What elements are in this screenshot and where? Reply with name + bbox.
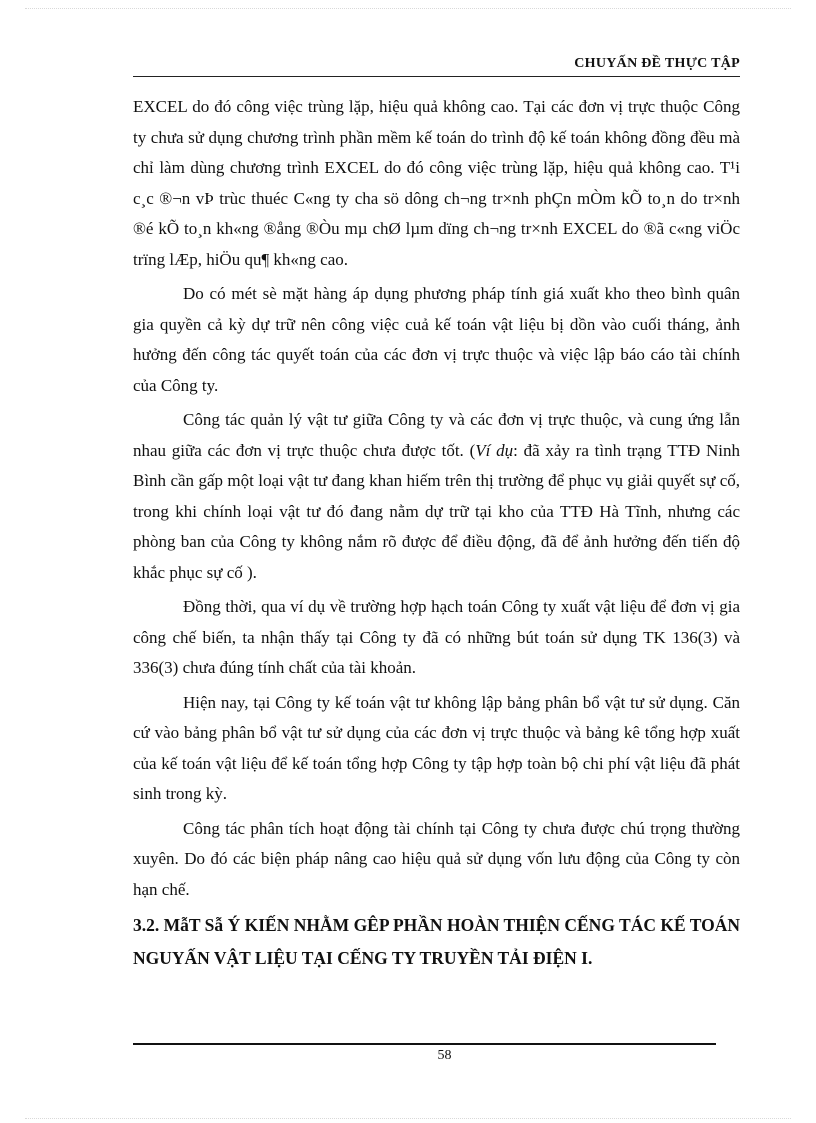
footer-rule [133, 1043, 716, 1045]
paragraph-3 [133, 405, 740, 588]
paragraph-1: EXCEL do đó công việc trùng lặp, hiệu quả không cao. Tại các đơn vị trực thuộc Công ty chưa sử dụng chương trình phần mềm kế toán do trình độ kế toán không đồng đều mà chỉ làm dùng chương trình EXCEL do đó công việc trùng lặp, hiệu quả không cao. T¹i c¸c ®¬n vÞ trùc thuéc C«ng ty cha sö dông ch¬ng tr×nh phÇn mÒm kÕ to¸n do tr×nh ®é kÕ to¸n kh«ng ®ång ®Òu mµ chØ lµm dïng ch¬ng tr×nh EXCEL do ®ã c«ng viÖc trïng lÆp, hiÖu qu¶ kh«ng cao. [133, 97, 740, 269]
paragraph-6: Công tác phân tích hoạt động tài chính tại Công ty chưa được chú trọng thường xuyên. Do đó các biện pháp nâng cao hiệu quả sử dụng vốn lưu động của Công ty còn hạn chế. [133, 818, 740, 899]
header-title: CHUYẤN ĐỀ THỰC TẬP [574, 56, 740, 71]
header-rule [133, 76, 740, 77]
paragraph-5: Hiện nay, tại Công ty kế toán vật tư không lập bảng phân bổ vật tư sử dụng. Căn cứ vào bảng phân bổ vật tư sử dụng của các đơn vị trực thuộc và bảng kê tổng hợp xuất của kế toán vật liệu để kế toán tổng hợp Công ty tập hợp toàn bộ chi phí vật liệu đã phát sinh trong kỳ. [133, 692, 740, 803]
paragraph-3-example-label: Ví dụ [475, 440, 514, 460]
section-heading: 3.2. MẫT Sẫ Ý KIẾN NHẰM GÊP PHẦN HOÀN THIỆN CẾNG TÁC KẾ TOÁN NGUYẤN VẬT LIỆU TẠI CẾNG TY TRUYỀN TẢI ĐIỆN I. [133, 915, 740, 968]
paragraph-3-part-b: : đã xảy ra tình trạng TTĐ Ninh Bình cần gấp một loại vật tư đang khan hiếm trên thị trường để phục vụ giải quyết sự cố, trong khi chính loại vật tư đó đang nằm dự trữ tại kho của TTĐ Hà Tĩnh, nhưng các phòng ban của Công ty không nắm rõ được để điều động, đã để ảnh hưởng đến tiến độ khắc phục sự cố ). [133, 440, 741, 582]
page-header [133, 54, 740, 78]
paragraph-2: Do có mét sè mặt hàng áp dụng phương pháp tính giá xuất kho theo bình quân gia quyền cả kỳ dự trữ nên công việc cuả kế toán vật liệu bị dồn vào cuối tháng, ảnh hưởng đến công tác quyết toán của các đơn vị trực thuộc và việc lập báo cáo tài chính của Công ty. [133, 284, 740, 395]
paragraph-3-part-a: Công tác quản lý vật tư giữa Công ty và các đơn vị trực thuộc, và cung ứng lẫn nhau giữa các đơn vị trực thuộc chưa được tốt. ( [133, 410, 740, 460]
bottom-dotted-border [25, 1118, 791, 1119]
paragraph-4: Đồng thời, qua ví dụ về trường hợp hạch toán Công ty xuất vật liệu để đơn vị gia công chế biến, ta nhận thấy tại Công ty đã có những bút toán sử dụng TK 136(3) và 336(3) chưa đúng tính chất của tài khoản. [133, 597, 740, 677]
document-body [133, 92, 740, 975]
page-number: 58 [437, 1048, 452, 1063]
top-dotted-border [25, 8, 791, 9]
